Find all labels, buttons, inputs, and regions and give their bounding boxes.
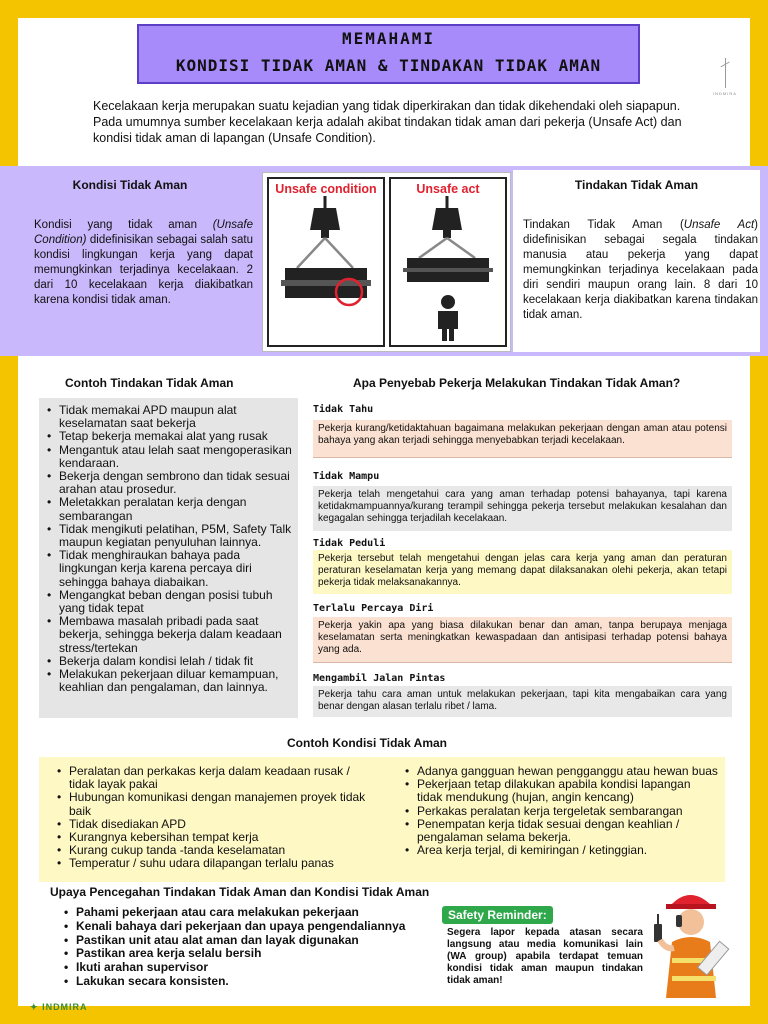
list-item: • Peralatan dan perkakas kerja dalam keadaan rusak / tidak layak pakai — [55, 765, 375, 791]
brand-logo — [708, 58, 742, 102]
kondisi-title: Kondisi Tidak Aman — [72, 178, 188, 192]
leaf-icon: ✦ — [30, 1002, 39, 1012]
list-item: • Hubungan komunikasi dengan manajemen proyek tidak baik — [55, 791, 375, 817]
footer-logo-text: INDMIRA — [42, 1002, 88, 1012]
title-line-1: MEMAHAMI — [341, 29, 436, 48]
contoh-tindakan-title: Contoh Tindakan Tidak Aman — [65, 376, 234, 390]
cause-heading: Mengambil Jalan Pintas — [313, 673, 446, 684]
cause-heading: Tidak Peduli — [313, 538, 386, 549]
cause-text: Pekerja tahu cara aman untuk melakukan pekerjaan, tapi kita mengabaikan cara yang benar dengan alasan terlalu ribet / lama. — [313, 686, 732, 717]
contoh-kondisi-box — [39, 757, 725, 882]
unsafe-act-label: Unsafe act — [416, 182, 480, 196]
crane-load-person-icon — [391, 196, 505, 341]
list-item: • Mengantuk atau lelah saat mengoperasikan kendaraan. — [45, 444, 295, 470]
list-item: • Tetap bekerja memakai alat yang rusak — [45, 430, 295, 443]
logo-mark-icon — [725, 58, 726, 88]
safety-worker-icon — [650, 884, 730, 1002]
list-item: • Mengangkat beban dengan posisi tubuh yang tidak tepat — [45, 589, 295, 615]
cause-text: Pekerja telah mengetahui cara yang aman terhadap potensi bahayanya, tapi karena ketidakmampuannya/kurang terampil sehingga pekerja tersebut melakukan kesalahan dan kegagalan sehingga terjadilah kecelakaan. — [313, 486, 732, 531]
tindakan-definition: Tindakan Tidak Aman (Unsafe Act) didefinisikan sebagai segala tindakan manusia atau pekerja yang dapat memungkinkan terjadinya kecelakaan pada diri sendiri maupun orang lain. 8 dari 10 kecelakaan kerja diakibatkan karena tindakan tidak aman. — [523, 219, 758, 321]
crane-hook-broken-icon — [269, 196, 383, 341]
kondisi-definition: Kondisi yang tidak aman (Unsafe Condition) didefinisikan sebagai salah satu kondisi lingkungan kerja yang dapat memungkinkan terjadinya kecelakaan. 2 dari 10 kecelakaan kerja diakibatkan karena kondisi tidak aman. — [34, 219, 253, 306]
intro-paragraph: Kecelakaan kerja merupakan suatu kejadian yang tidak diperkirakan dan tidak dikehendaki oleh siapapun. Pada umumnya sumber kecelakaan kerja adalah akibat tindakan tidak aman dari pekerja (Unsafe Act) dan kondisi tidak aman di lapangan (Unsafe Condition). — [93, 99, 682, 145]
list-item: • Temperatur / suhu udara dilapangan terlalu panas — [55, 857, 375, 870]
list-item: • Kurang cukup tanda -tanda keselamatan — [55, 844, 375, 857]
list-item: • Pahami pekerjaan atau cara melakukan pekerjaan — [62, 906, 462, 920]
list-item: • Tidak mengikuti pelatihan, P5M, Safety Talk maupun kegiatan penyuluhan lainnya. — [45, 523, 295, 549]
cause-heading: Tidak Mampu — [313, 471, 380, 482]
list-item: • Perkakas peralatan kerja tergeletak sembarangan — [403, 805, 719, 818]
list-item: • Area kerja terjal, di kemiringan / ketinggian. — [403, 844, 719, 857]
list-item: • Membawa masalah pribadi pada saat bekerja, sehingga bekerja dalam keadaan stress/tertekan — [45, 615, 295, 655]
unsafe-act-panel — [389, 177, 507, 347]
pencegahan-list — [62, 906, 462, 989]
list-item: • Kurangnya kebersihan tempat kerja — [55, 831, 375, 844]
list-item: • Adanya gangguan hewan pengganggu atau hewan buas — [403, 765, 719, 778]
footer-logo — [30, 1002, 88, 1013]
cause-text: Pekerja tersebut telah mengetahui dengan jelas cara kerja yang aman dan peraturan peraturan keselamatan kerja yang memang dapat dilaksanakan olehi pekerja, akan tetapi pekerja tidak melaksanakannya. — [313, 550, 732, 594]
list-item: • Pastikan unit atau alat aman dan layak digunakan — [62, 934, 462, 948]
contoh-kondisi-title: Contoh Kondisi Tidak Aman — [287, 736, 448, 750]
list-item: • Ikuti arahan supervisor — [62, 961, 462, 975]
list-item: • Tidak disediakan APD — [55, 818, 375, 831]
pencegahan-title: Upaya Pencegahan Tindakan Tidak Aman dan Kondisi Tidak Aman — [50, 885, 430, 899]
list-item: • Pekerjaan tetap dilakukan apabila kondisi lapangan tidak mendukung (hujan, angin kencang) — [403, 778, 719, 804]
list-item: • Tidak memakai APD maupun alat keselamatan saat bekerja — [45, 404, 295, 430]
cause-text: Pekerja yakin apa yang biasa dilakukan benar dan aman, tanpa berupaya menjaga keselamatan serta meningkatkan kewaspadaan dan antisipasi terhadap potensi bahaya yang ada. — [313, 617, 732, 663]
title-banner — [137, 24, 640, 84]
cause-heading: Tidak Tahu — [313, 404, 374, 415]
contoh-kondisi-list-right — [403, 765, 719, 857]
cause-text: Pekerja kurang/ketidaktahuan bagaimana melakukan pekerjaan dengan aman atau potensi bahaya yang akan terjadi sehingga menyebabkan terjadi kecelakaan. — [313, 420, 732, 458]
list-item: • Lakukan secara konsisten. — [62, 975, 462, 989]
unsafe-illustration — [262, 172, 511, 352]
list-item: • Melakukan pekerjaan diluar kemampuan, keahlian dan pengalaman, dan lainnya. — [45, 668, 295, 694]
list-item: • Bekerja dengan sembrono dan tidak sesuai arahan atau prosedur. — [45, 470, 295, 496]
list-item: • Bekerja dalam kondisi lelah / tidak fit — [45, 655, 295, 668]
title-line-2: KONDISI TIDAK AMAN & TINDAKAN TIDAK AMAN — [175, 56, 602, 75]
contoh-kondisi-list-left — [55, 765, 375, 871]
safety-reminder-badge: Safety Reminder: — [442, 906, 553, 924]
contoh-tindakan-box — [39, 398, 298, 718]
list-item: • Meletakkan peralatan kerja dengan sembarangan — [45, 496, 295, 522]
safety-reminder-text: Segera lapor kepada atasan secara langsung atau media komunikasi lain (WA group) apabila terdapat temuan kondisi tidak aman maupun tindakan tidak aman! — [447, 927, 643, 986]
contoh-tindakan-list — [45, 404, 295, 694]
tindakan-title: Tindakan Tidak Aman — [574, 178, 699, 192]
logo-text: INDMIRA — [713, 91, 737, 96]
list-item: • Kenali bahaya dari pekerjaan dan upaya pengendaliannya — [62, 920, 462, 934]
unsafe-condition-label: Unsafe condition — [275, 182, 377, 196]
list-item: • Pastikan area kerja selalu bersih — [62, 947, 462, 961]
list-item: • Penempatan kerja tidak sesuai dengan keahlian / pengalaman selama bekerja. — [403, 818, 719, 844]
unsafe-condition-panel — [267, 177, 385, 347]
penyebab-title: Apa Penyebab Pekerja Melakukan Tindakan Tidak Aman? — [353, 376, 681, 390]
list-item: • Tidak menghiraukan bahaya pada lingkungan kerja karena percaya diri sehingga bahaya diabaikan. — [45, 549, 295, 589]
cause-heading: Terlalu Percaya Diri — [313, 603, 434, 614]
